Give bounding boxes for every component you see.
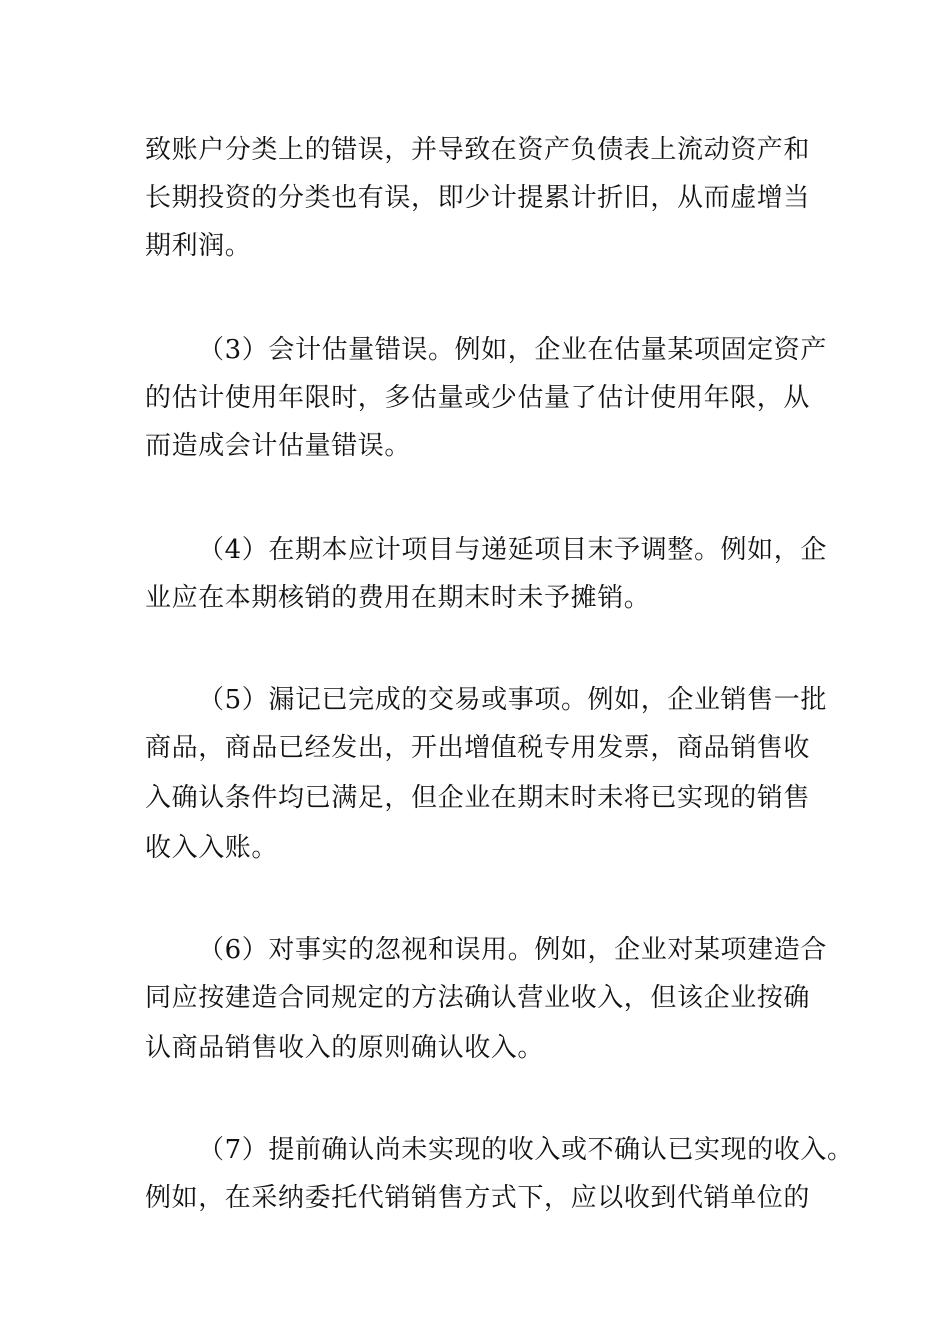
- paragraph-3-line-3: 而造成会计估量错误。: [145, 431, 412, 461]
- paragraph-5-line-2: 商品，商品已经发出，开出增值税专用发票，商品销售收: [145, 733, 811, 763]
- paragraph-3-line-1: （3）会计估量错误。例如，企业在估量某项固定资产: [198, 335, 827, 365]
- paragraph-6-line-2: 同应按建造合同规定的方法确认营业收入，但该企业按确: [145, 983, 811, 1013]
- paragraph-6-line-3: 认商品销售收入的原则确认收入。: [145, 1033, 545, 1063]
- paragraph-7-line-1: （7）提前确认尚未实现的收入或不确认已实现的收入。: [198, 1135, 854, 1165]
- paragraph-5-line-1: （5）漏记已完成的交易或事项。例如，企业销售一批: [198, 685, 827, 715]
- paragraph-4-line-1: （4）在期本应计项目与递延项目末予调整。例如，企: [198, 535, 827, 565]
- paragraph-1-line-2: 长期投资的分类也有误，即少计提累计折旧，从而虚增当: [145, 183, 811, 213]
- paragraph-1-line-3: 期利润。: [145, 231, 252, 261]
- paragraph-6-line-1: （6）对事实的忽视和误用。例如，企业对某项建造合: [198, 935, 827, 965]
- paragraph-7-line-2: 例如，在采纳委托代销销售方式下，应以收到代销单位的: [145, 1183, 811, 1213]
- paragraph-4-line-2: 业应在本期核销的费用在期末时未予摊销。: [145, 583, 651, 613]
- paragraph-5-line-3: 入确认条件均已满足，但企业在期末时未将已实现的销售: [145, 783, 811, 813]
- paragraph-3-line-2: 的估计使用年限时，多估量或少估量了估计使用年限，从: [145, 383, 811, 413]
- paragraph-1-line-1: 致账户分类上的错误，并导致在资产负债表上流动资产和: [145, 135, 811, 165]
- paragraph-5-line-4: 收入入账。: [145, 833, 279, 863]
